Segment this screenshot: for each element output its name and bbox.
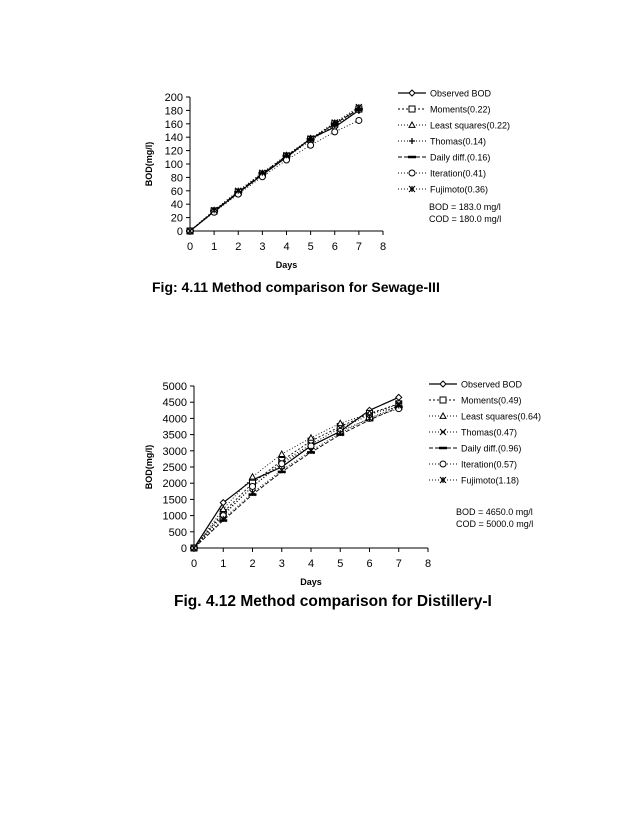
annotation-text: BOD = 183.0 mg/l bbox=[429, 202, 501, 212]
legend-marker bbox=[409, 106, 415, 112]
y-axis-title: BOD(mg/l) bbox=[144, 444, 154, 490]
series-line bbox=[194, 404, 399, 548]
y-tick-label: 200 bbox=[164, 92, 183, 104]
y-tick-label: 2500 bbox=[162, 462, 187, 474]
y-tick-label: 3500 bbox=[162, 429, 187, 442]
y-tick-label: 0 bbox=[180, 543, 187, 555]
series-line bbox=[194, 409, 399, 548]
legend-marker bbox=[409, 170, 415, 176]
y-tick-label: 20 bbox=[170, 212, 183, 225]
annotation-text: BOD = 4650.0 mg/l bbox=[456, 507, 533, 517]
x-tick-label: 1 bbox=[220, 558, 227, 570]
x-axis-title: Days bbox=[300, 577, 322, 587]
chart-1 bbox=[144, 89, 510, 271]
y-tick-label: 120 bbox=[164, 145, 183, 158]
x-tick-label: 8 bbox=[379, 241, 387, 253]
y-tick-label: 140 bbox=[164, 132, 183, 145]
x-tick-label: 4 bbox=[283, 241, 290, 253]
y-tick-label: 4000 bbox=[162, 413, 187, 426]
legend bbox=[398, 89, 510, 195]
y-tick-label: 4500 bbox=[162, 397, 187, 410]
y-tick-label: 60 bbox=[170, 185, 183, 198]
data-point bbox=[308, 448, 314, 454]
y-tick-label: 5000 bbox=[162, 381, 187, 393]
y-tick-label: 160 bbox=[164, 118, 183, 131]
x-tick-label: 7 bbox=[355, 241, 362, 253]
x-axis-title: Days bbox=[275, 260, 298, 270]
legend-label: Fujimoto(1.18) bbox=[461, 475, 520, 486]
data-point bbox=[250, 483, 256, 489]
y-tick-label: 2000 bbox=[162, 478, 187, 491]
legend-label: Thomas(0.14) bbox=[430, 136, 487, 147]
y-tick-label: 1500 bbox=[162, 494, 187, 507]
legend-label: Least squares(0.64) bbox=[461, 411, 542, 422]
legend-label: Fujimoto(0.36) bbox=[430, 184, 489, 195]
data-point bbox=[250, 474, 256, 479]
y-tick-label: 3000 bbox=[162, 445, 187, 458]
data-point bbox=[356, 117, 362, 123]
data-point bbox=[332, 129, 338, 135]
x-tick-label: 2 bbox=[235, 241, 242, 253]
legend-marker bbox=[440, 397, 446, 403]
y-tick-label: 80 bbox=[170, 172, 183, 185]
legend bbox=[429, 380, 541, 486]
legend-marker bbox=[440, 429, 446, 435]
legend-marker bbox=[409, 186, 415, 192]
x-tick-label: 2 bbox=[249, 558, 256, 570]
y-tick-label: 100 bbox=[164, 159, 183, 171]
legend-marker bbox=[409, 138, 415, 144]
data-point bbox=[308, 435, 314, 440]
x-tick-label: 6 bbox=[366, 558, 373, 570]
x-tick-label: 5 bbox=[307, 241, 314, 253]
x-tick-label: 3 bbox=[259, 241, 266, 253]
series-4 bbox=[191, 401, 402, 551]
legend-label: Thomas(0.47) bbox=[461, 427, 518, 438]
data-point bbox=[308, 142, 314, 148]
series-2 bbox=[191, 401, 402, 551]
figure-caption-4-11: Fig: 4.11 Method comparison for Sewage-III bbox=[152, 279, 440, 295]
y-tick-label: 0 bbox=[176, 226, 183, 238]
series-7 bbox=[191, 402, 402, 551]
x-tick-label: 0 bbox=[186, 241, 194, 253]
legend-label: Iteration(0.41) bbox=[430, 168, 487, 179]
series-line bbox=[194, 407, 399, 548]
legend-label: Iteration(0.57) bbox=[461, 459, 518, 470]
legend-label: Moments(0.49) bbox=[461, 395, 522, 406]
data-point bbox=[337, 420, 343, 425]
y-axis-title: BOD(mg/l) bbox=[144, 141, 154, 187]
x-tick-label: 0 bbox=[190, 558, 198, 570]
legend-label: Daily diff.(0.16) bbox=[430, 152, 491, 163]
legend-marker bbox=[440, 461, 446, 467]
y-tick-label: 40 bbox=[170, 199, 183, 212]
series-5 bbox=[190, 407, 403, 548]
series-6 bbox=[191, 406, 402, 551]
data-point bbox=[279, 451, 285, 456]
annotation-text: COD = 5000.0 mg/l bbox=[456, 519, 534, 529]
legend-label: Observed BOD bbox=[461, 379, 523, 390]
y-tick-label: 1000 bbox=[162, 510, 187, 523]
x-tick-label: 1 bbox=[211, 241, 218, 253]
x-tick-label: 8 bbox=[424, 558, 432, 570]
figure-caption-4-12: Fig. 4.12 Method comparison for Distillery-I bbox=[174, 593, 492, 610]
x-tick-label: 7 bbox=[395, 558, 402, 570]
series-line bbox=[194, 404, 399, 548]
data-point bbox=[279, 467, 285, 473]
x-tick-label: 6 bbox=[331, 241, 338, 253]
legend-marker bbox=[440, 381, 446, 387]
data-point bbox=[396, 394, 402, 400]
legend-label: Moments(0.22) bbox=[430, 104, 491, 115]
x-tick-label: 5 bbox=[337, 558, 344, 570]
legend-marker bbox=[409, 122, 415, 127]
legend-marker bbox=[440, 413, 446, 418]
annotation-text: COD = 180.0 mg/l bbox=[429, 214, 502, 224]
legend-label: Least squares(0.22) bbox=[430, 120, 511, 131]
series-6 bbox=[187, 117, 362, 234]
data-point bbox=[279, 461, 285, 467]
series-line bbox=[194, 407, 399, 548]
legend-label: Observed BOD bbox=[430, 88, 492, 99]
series-line bbox=[194, 405, 399, 548]
chart-2 bbox=[144, 380, 541, 588]
x-tick-label: 4 bbox=[307, 558, 315, 570]
legend-label: Daily diff.(0.96) bbox=[461, 443, 522, 454]
x-tick-label: 3 bbox=[278, 558, 285, 570]
legend-marker bbox=[440, 477, 446, 483]
y-tick-label: 180 bbox=[164, 105, 183, 118]
series-3 bbox=[191, 404, 402, 550]
y-tick-label: 500 bbox=[168, 526, 187, 539]
legend-marker bbox=[409, 90, 415, 96]
